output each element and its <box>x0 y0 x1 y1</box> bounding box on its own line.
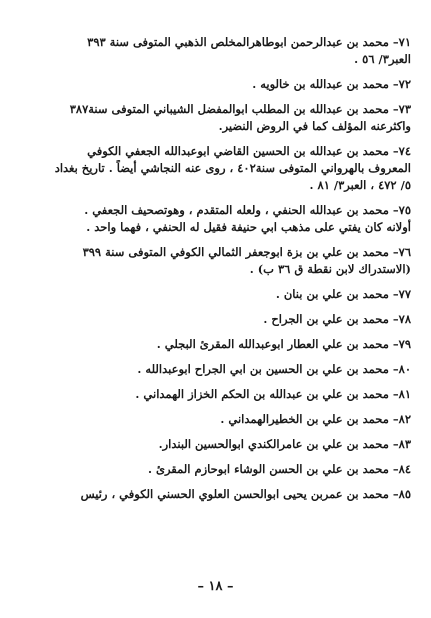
entry-line: ٧٩– محمد بن علي العطار ابوعبدالله المقرئ البجلي . <box>156 337 411 351</box>
entry-76 <box>18 244 411 278</box>
entry-list <box>18 34 411 511</box>
entry-line: ٧٣– محمد بن عبدالله بن المطلب ابوالمفضل الشيباني المتوفى سنة٣٨٧ <box>69 102 411 116</box>
entry-74 <box>18 143 411 194</box>
entry-line: ٧٨– محمد بن علي بن الجراح . <box>263 312 411 326</box>
entry-80 <box>18 361 411 378</box>
page-number: – ١٨ – <box>197 579 234 594</box>
entry-line: ٨٤– محمد بن علي بن الحسن الوشاء ابوحازم المقرئ . <box>147 462 411 476</box>
entry-line: (الاستدراك لابن نقطة ق ٣٦ ب) . <box>249 262 411 276</box>
entry-line: ٧٦– محمد بن علي بن بزة ابوجعفر الثمالي الكوفي المتوفى سنة ٣٩٩ <box>82 245 411 259</box>
entry-81 <box>18 386 411 403</box>
entry-line: ٨٥– محمد بن عمربن يحيى ابوالحسن العلوي الحسني الكوفي ، رئيس <box>80 487 411 501</box>
entry-line: ٨١– محمد بن علي بن عبدالله بن الحكم الخزاز الهمداني . <box>135 387 411 401</box>
entry-line: ٧٤– محمد بن عبدالله بن الحسين القاضي ابوعبدالله الجعفي الكوفي <box>87 144 411 158</box>
entry-85 <box>18 486 411 503</box>
entry-78 <box>18 311 411 328</box>
entry-line: ٥/ ٤٧٢ ، العبر٣/ ٨١ . <box>309 178 411 192</box>
entry-73 <box>18 101 411 135</box>
entry-line: ٧٥– محمد بن عبدالله الحنفي ، ولعله المتقدم ، وهوتصحيف الجعفي . <box>84 203 411 217</box>
entry-line: واكثرعنه المؤلف كما في الروض النضير. <box>218 119 411 133</box>
entry-75 <box>18 202 411 236</box>
entry-line: المعروف بالهرواني المتوفى سنة٤٠٢ ، روى عنه النجاشي أيضاً . تاريخ بغداد <box>54 161 411 175</box>
entry-line: العبر٣/ ٥٦ . <box>354 52 411 66</box>
entry-82 <box>18 411 411 428</box>
entry-line: ٨٠– محمد بن علي بن الحسين بن ابي الجراح ابوعبدالله . <box>137 362 411 376</box>
entry-line: أولانه كان يفتي على مذهب ابي حنيفة فقيل له الحنفي ، فهما واحد . <box>86 220 411 234</box>
entry-line: ٨٣– محمد بن علي بن عامرالكندي ابوالحسين البندار. <box>158 437 411 451</box>
entry-line: ٧١– محمد بن عبدالرحمن ابوطاهرالمخلص الذهبي المتوفى سنة ٣٩٣ <box>87 35 411 49</box>
entry-77 <box>18 286 411 303</box>
entry-71 <box>18 34 411 68</box>
entry-83 <box>18 436 411 453</box>
entry-line: ٨٢– محمد بن علي بن الخطيرالهمداني . <box>220 412 411 426</box>
entry-79 <box>18 336 411 353</box>
entry-84 <box>18 461 411 478</box>
entry-72 <box>18 76 411 93</box>
entry-line: ٧٢– محمد بن عبدالله بن خالويه . <box>252 77 411 91</box>
entry-line: ٧٧– محمد بن علي بن بنان . <box>275 287 411 301</box>
